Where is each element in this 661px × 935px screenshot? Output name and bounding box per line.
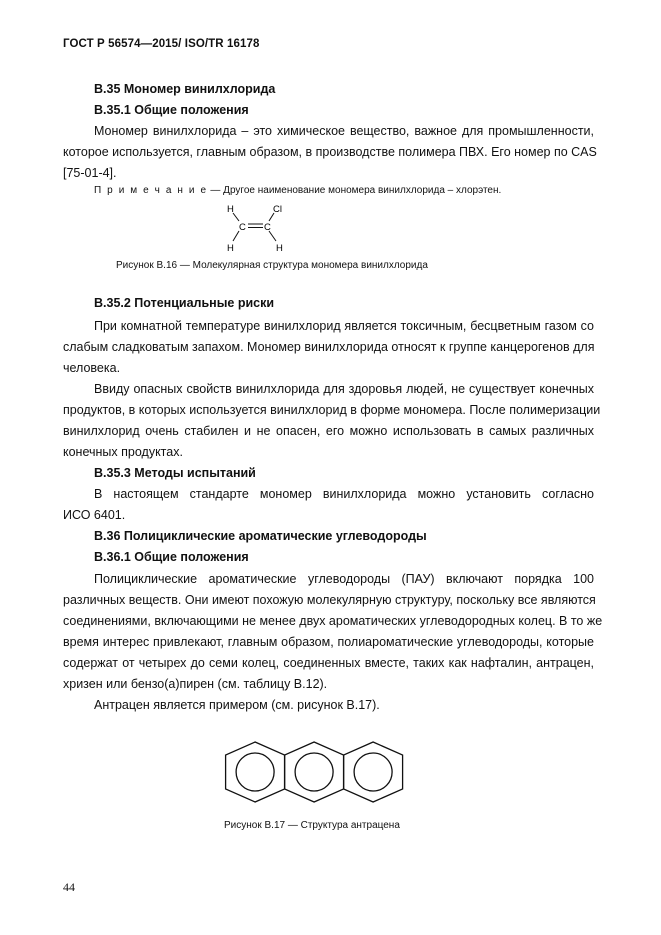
benzene-ring-left [226, 742, 285, 802]
atom-h-bottom-right: H [276, 243, 283, 254]
benzene-ring-middle [285, 742, 344, 802]
text-line: содержат от четырех до семи колец, соединенных вместе, таких как нафталин, антрацен, [63, 656, 594, 670]
text-line: [75-01-4]. [63, 166, 117, 180]
text-line: При комнатной температуре винилхлорид является токсичным, бесцветным газом со [94, 319, 594, 333]
text-line: которое используется, главным образом, в производстве полимера ПВХ. Его номер по CAS [63, 145, 597, 159]
atom-cl: Cl [273, 204, 282, 215]
subsection-title-b35-2: В.35.2 Потенциальные риски [94, 296, 275, 310]
text-line: время интерес привлекают, главным образом, полиароматические углеводороды, которые [63, 635, 594, 649]
aromatic-circle-left [236, 753, 274, 791]
note-label: П р и м е ч а н и е [94, 185, 208, 196]
aromatic-circle-right [354, 753, 392, 791]
paragraph-b35-3 [63, 379, 601, 463]
text-line: Полициклические ароматические углеводороды (ПАУ) включают порядка 100 [94, 572, 594, 586]
section-title-b36: В.36 Полициклические ароматические углеводороды [94, 529, 427, 543]
subsection-title-b35-3: В.35.3 Методы испытаний [94, 466, 256, 480]
text-line: Антрацен является примером (см. рисунок В.17). [94, 698, 380, 712]
text-line: Мономер винилхлорида – это химическое вещество, важное для промышленности, [94, 124, 594, 138]
atom-h-top-left: H [227, 204, 234, 215]
anthracene-structure [221, 738, 417, 806]
section-title-b35: В.35 Мономер винилхлорида [94, 82, 276, 96]
benzene-ring-right [344, 742, 403, 802]
note-text: — Другое наименование мономера винилхлорида – хлорэтен. [207, 185, 502, 196]
paragraph-b36-1 [63, 569, 603, 695]
paragraph-b35-4 [63, 484, 594, 526]
atom-c-left: C [239, 222, 246, 233]
text-line: слабым сладковатым запахом. Мономер винилхлорида относят к группе канцерогенов для [63, 340, 595, 354]
atom-h-bottom-left: H [227, 243, 234, 254]
subsection-title-b35-1: В.35.1 Общие положения [94, 103, 249, 117]
paragraph-b36-2 [63, 695, 594, 716]
note [94, 185, 501, 196]
text-line: человека. [63, 361, 121, 375]
atom-c-right: C [264, 222, 271, 233]
text-line: ИСО 6401. [63, 508, 126, 522]
text-line: винилхлорид очень стабилен и не опасен, его можно использовать в самых различных [63, 424, 594, 438]
vinyl-chloride-structure [218, 200, 298, 256]
subsection-title-b36-1: В.36.1 Общие положения [94, 550, 249, 564]
text-line: Ввиду опасных свойств винилхлорида для здоровья людей, не существует конечных [94, 382, 594, 396]
text-line: соединениями, включающими не менее двух ароматических углеводородных колец. В то же [63, 614, 603, 628]
text-line: хризен или бензо(а)пирен (см. таблицу В.12). [63, 677, 328, 691]
page-number: 44 [63, 880, 75, 894]
text-line: В настоящем стандарте мономер винилхлорида можно установить согласно [94, 487, 594, 501]
document-header: ГОСТ Р 56574—2015/ ISO/TR 16178 [63, 38, 260, 50]
figure-b16-caption: Рисунок В.16 — Молекулярная структура мономера винилхлорида [116, 260, 428, 271]
paragraph-b35-2 [63, 316, 594, 379]
text-line: продуктов, в которых используется винилхлорид в форме мономера. После полимеризации [63, 403, 601, 417]
paragraph-b35-1 [63, 121, 597, 184]
text-line: различных веществ. Они имеют похожую молекулярную структуру, поскольку все являются [63, 593, 596, 607]
figure-b17-caption: Рисунок В.17 — Структура антрацена [224, 820, 400, 831]
text-line: конечных продуктах. [63, 445, 183, 459]
aromatic-circle-middle [295, 753, 333, 791]
